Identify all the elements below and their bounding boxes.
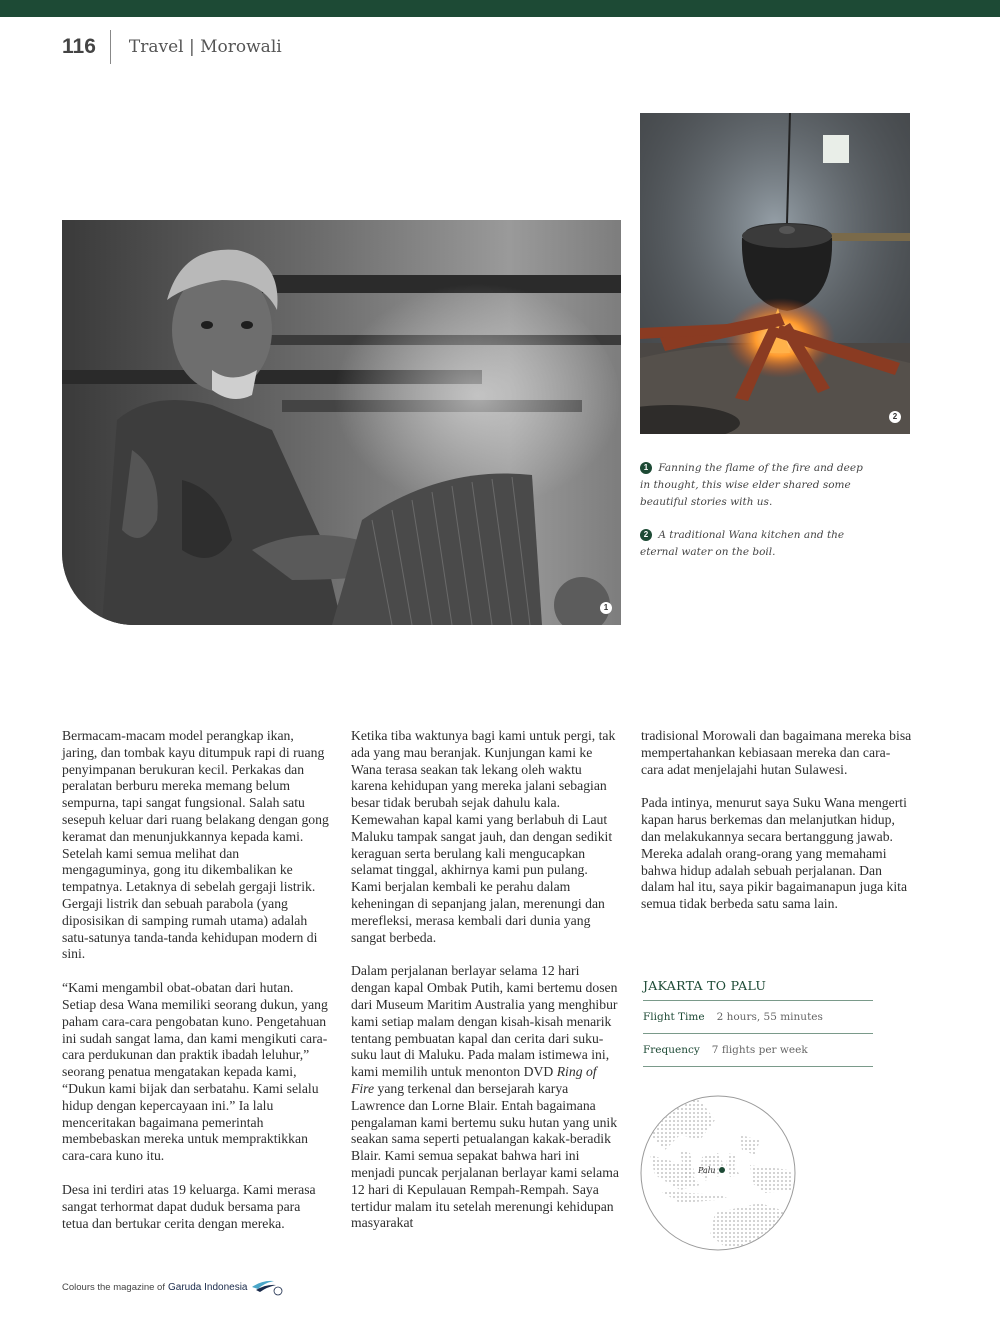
article-text: yang terkenal dan bersejarah karya Lawrence dan Lorne Blair. Entah bagaimana pengalaman kami bertemu suku hutan yang unik seakan sama seperti petualangan kakak-beradik Blair. Kami semua sepakat bahwa hari ini menjadi puncak perjalanan berlayar kami selama 12 hari di Kepulauan Rempah-Rempah. Saya tertidur malam itu setelah merenungi kehidupan masyarakat [351, 1080, 619, 1231]
map-city-label: Palu [698, 1166, 716, 1175]
flight-info-box [643, 978, 873, 1067]
photo2-number-badge: 2 [889, 411, 901, 423]
photo-elder [62, 220, 621, 625]
article-paragraph: tradisional Morowali dan bagaimana mereka bisa mempertahankan kebiasaan mereka dan cara-cara adat menjelajahi hutan Sulawesi. [641, 728, 912, 777]
article-text: Dalam perjalanan berlayar selama 12 hari dengan kapal Ombak Putih, kami bertemu dosen dari Museum Maritim Australia yang menghibur kami setiap malam dengan kisah-kisah menarik tentang pembuatan kapal dan cerita dari suku-suku laut di Maluku. Pada malam istimewa ini, kami memilih untuk menonton DVD [351, 963, 618, 1080]
caption-1 [640, 460, 865, 511]
flight-time-value: 2 hours, 55 minutes [716, 1011, 823, 1023]
photo-kitchen [640, 113, 910, 434]
section-title: Travel | Morowali [128, 37, 282, 57]
page-number: 116 [62, 35, 96, 58]
flight-info-title: JAKARTA TO PALU [643, 978, 873, 1001]
article-paragraph-ring-of-fire [351, 963, 619, 1232]
caption-2-number: 2 [640, 529, 652, 541]
article-paragraph: Desa ini terdiri atas 19 keluarga. Kami merasa sangat terhormat dapat duduk bersama para tetua dan bertukar cerita dengan mereka. [62, 1181, 316, 1231]
article-paragraph: “Kami mengambil obat-obatan dari hutan. Setiap desa Wana memiliki seorang dukun, yang paham cara-cara pengobatan kuno. Pengetahuan ini sudah sangat lama, dan kami mengikuti cara-cara perdukunan dan praktik ibadah leluhur,” seorang penatua mengatakan kepada kami, “Dukun kami bijak dan serbatahu. Kami selalu hidup dengan kepercayaan ini.” Ia lalu menceritakan bagaimana pemerintah membebaskan mereka untuk mempraktikkan cara-cara kuno itu. [62, 980, 328, 1164]
article-column-1 [62, 728, 330, 1249]
frequency-label: Frequency [643, 1044, 700, 1056]
header-divider [110, 30, 111, 64]
flight-time-row [643, 1001, 873, 1034]
article-paragraph: Ketika tiba waktunya bagi kami untuk pergi, tak ada yang mau beranjak. Kunjungan kami ke Wana terasa seakan tak lekang oleh waktu karena kehidupan yang mereka jalani sebagian besar tidak berubah sejak dahulu kala. Kemewahan kapal kami yang berlabuh di Laut Maluku tampak sangat jauh, dan dengan sedikit keraguan serta berulang kali mengucapkan selamat tinggal, akhirnya kami pun pulang. Kami berjalan kembali ke perahu dalam keheningan di sepanjang jalan, merenungi dan merefleksi, merasa kembali dari dunia yang sangat berbeda. [351, 728, 616, 945]
globe-map [640, 1095, 796, 1251]
photo-kitchen-image [640, 113, 910, 434]
garuda-logo-icon [250, 1278, 284, 1296]
caption-2 [640, 527, 865, 561]
article-paragraph: Bermacam-macam model perangkap ikan, jaring, dan tombak kayu ditumpuk rapi di ruang penyimpanan berukuran kecil. Perkakas dan peralatan berburu mereka memang belum sempurna, tapi sangat fungsional. Salah satu sesepuh keluar dari ruang belakang dengan gong keramat dan menunjukkannya kepada kami. Setelah kami semua melihat dan mengaguminya, gong itu dikembalikan ke tempatnya. Letaknya di sebelah gergaji listrik. Gergaji listrik dan sebuah parabola (yang diposisikan di samping rumah utama) adalah satu-satunya tanda-tanda kehidupan modern di sini. [62, 728, 329, 962]
page-header [62, 30, 282, 64]
frequency-value: 7 flights per week [711, 1044, 808, 1056]
photo-elder-image [62, 220, 621, 625]
globe-map-image [640, 1095, 796, 1251]
photo-captions [640, 460, 865, 577]
caption-1-number: 1 [640, 462, 652, 474]
page-footer [62, 1278, 284, 1296]
article-column-3 [641, 728, 913, 930]
footer-text: Colours the magazine of [62, 1281, 165, 1293]
article-paragraph: Pada intinya, menurut saya Suku Wana mengerti kapan harus berkemas dan melanjutkan hidup, dan melakukannya secara bertanggung jawab. Mereka adalah orang-orang yang memahami bahwa hidup adalah sebuah perjalanan. Dan dalam hal itu, saya pikir bagaimanapun juga kita semua tidak berbeda satu sama lain. [641, 795, 908, 912]
garuda-brand-name: Garuda Indonesia [167, 1281, 248, 1293]
caption-1-text: Fanning the flame of the fire and deep in thought, this wise elder shared some beautiful stories with us. [640, 462, 863, 508]
top-bar [0, 0, 1000, 17]
photo1-number-badge: 1 [600, 602, 612, 614]
flight-time-label: Flight Time [643, 1011, 705, 1023]
frequency-row [643, 1034, 873, 1067]
film-title: Ring of Fire [351, 1064, 597, 1096]
article-column-2 [351, 728, 619, 1249]
caption-2-text: A traditional Wana kitchen and the eternal water on the boil. [640, 529, 845, 558]
